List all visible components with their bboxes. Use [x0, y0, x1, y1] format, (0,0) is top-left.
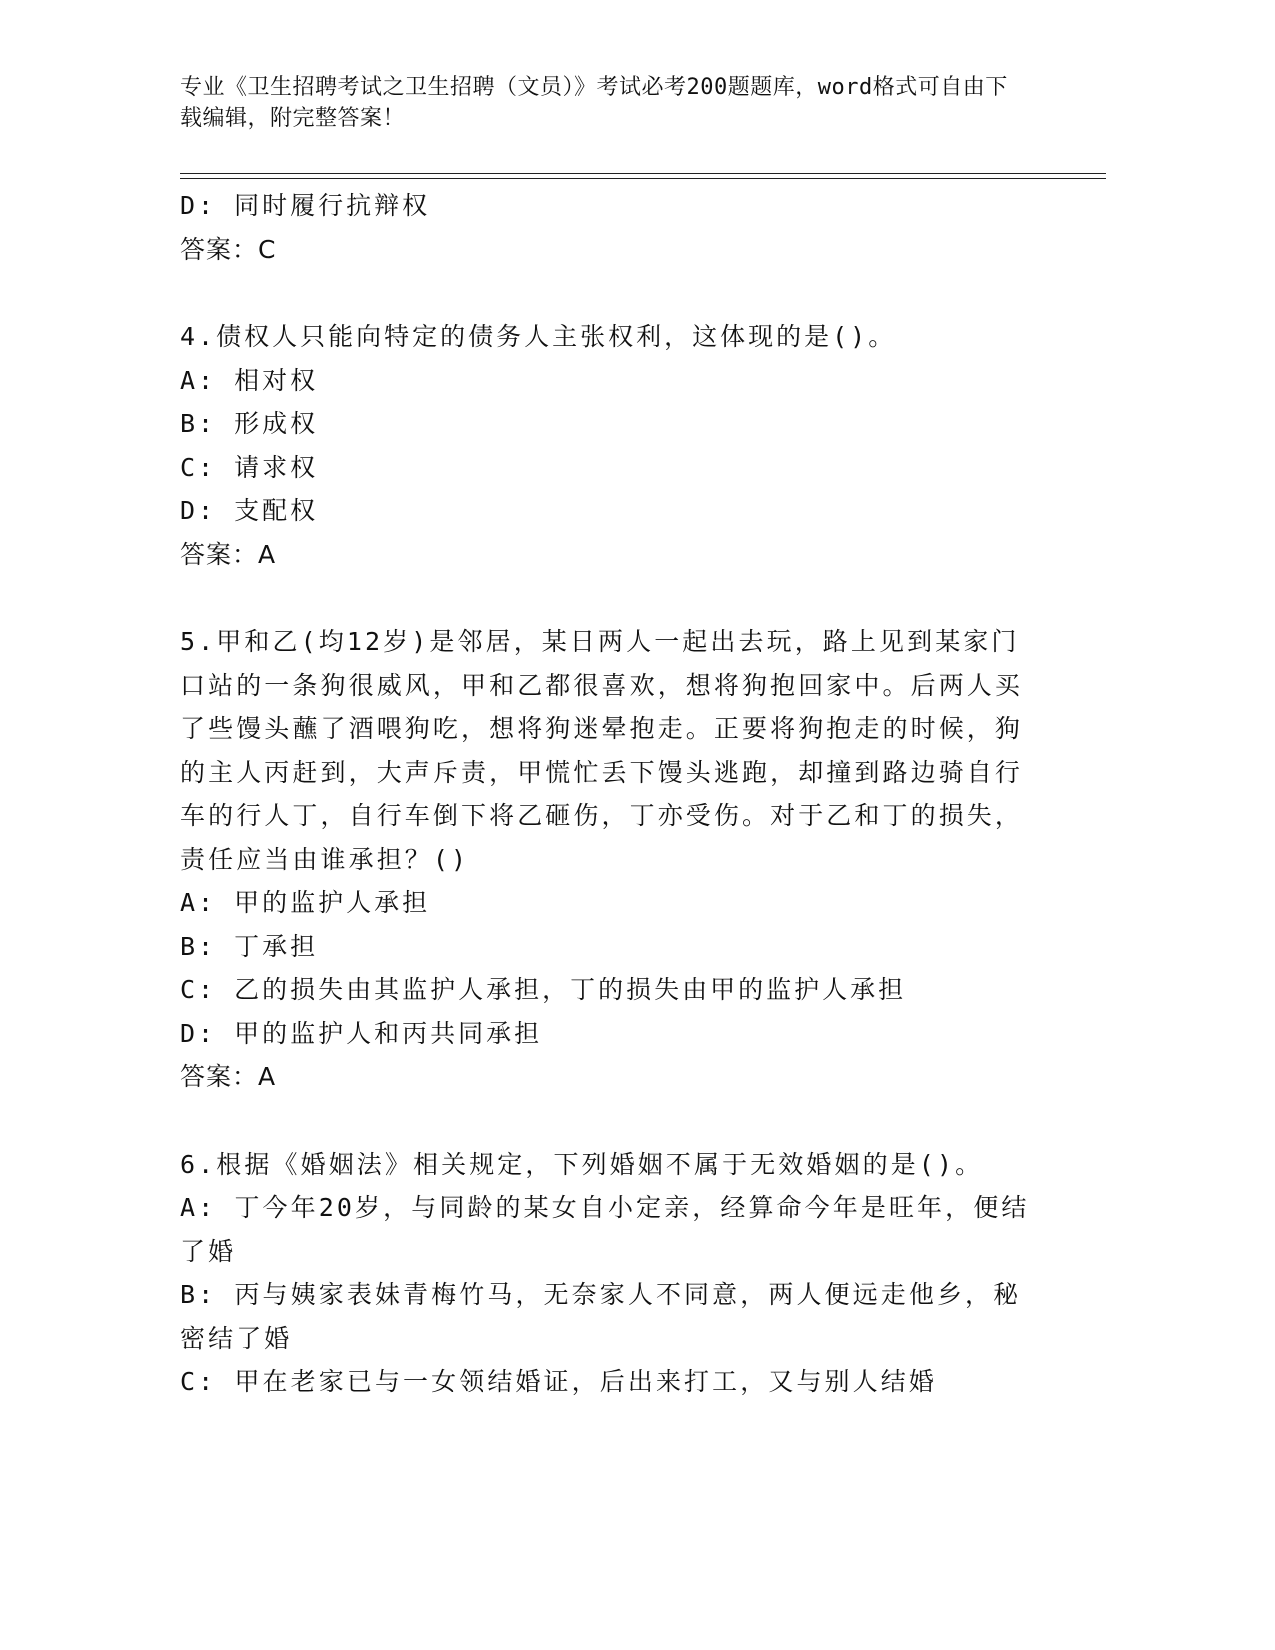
q4-stem: 4.债权人只能向特定的债务人主张权利，这体现的是()。	[180, 322, 897, 351]
header-rule-bottom	[180, 178, 1106, 179]
document-body	[180, 184, 1040, 1404]
q4-option-d: D: 支配权	[180, 496, 319, 525]
q5-stem: 5.甲和乙(均12岁)是邻居，某日两人一起出去玩，路上见到某家门口站的一条狗很威风，甲和乙都很喜欢，想将狗抱回家中。后两人买了些馒头蘸了酒喂狗吃，想将狗迷晕抱走。正要将狗抱走的时候，狗的主人丙赶到，大声斥责，甲慌忙丢下馒头逃跑，却撞到路边骑自行车的行人丁，自行车倒下将乙砸伤，丁亦受伤。对于乙和丁的损失，责任应当由谁承担？()	[180, 627, 1024, 874]
q3-option-d: D: 同时履行抗辩权	[180, 191, 431, 220]
spacer	[180, 271, 1040, 315]
q6-option-a: A: 丁今年20岁，与同龄的某女自小定亲，经算命今年是旺年，便结了婚	[180, 1193, 1030, 1266]
q4-option-b: B: 形成权	[180, 409, 319, 438]
q5-option-a: A: 甲的监护人承担	[180, 888, 431, 917]
q3-answer: 答案：C	[180, 234, 277, 264]
q6-option-c: C: 甲在老家已与一女领结婚证，后出来打工，又与别人结婚	[180, 1367, 937, 1396]
header-rule-top	[180, 173, 1106, 174]
spacer	[180, 1099, 1040, 1143]
q4-option-a: A: 相对权	[180, 365, 319, 395]
q4-option-c: C: 请求权	[180, 452, 319, 482]
q6-option-b: B: 丙与姨家表妹青梅竹马，无奈家人不同意，两人便远走他乡，秘密结了婚	[180, 1280, 1022, 1353]
q5-answer: 答案：A	[180, 1062, 277, 1091]
q5-option-b: B: 丁承担	[180, 931, 319, 961]
q5-option-c: C: 乙的损失由其监护人承担，丁的损失由甲的监护人承担	[180, 975, 907, 1004]
q5-option-d: D: 甲的监护人和丙共同承担	[180, 1018, 543, 1048]
spacer	[180, 576, 1040, 620]
q6-stem: 6.根据《婚姻法》相关规定，下列婚姻不属于无效婚姻的是()。	[180, 1149, 984, 1179]
q4-answer: 答案：A	[180, 539, 277, 569]
document-header: 专业《卫生招聘考试之卫生招聘（文员）》考试必考200题题库，word格式可自由下载编辑，附完整答案！	[180, 75, 1008, 131]
